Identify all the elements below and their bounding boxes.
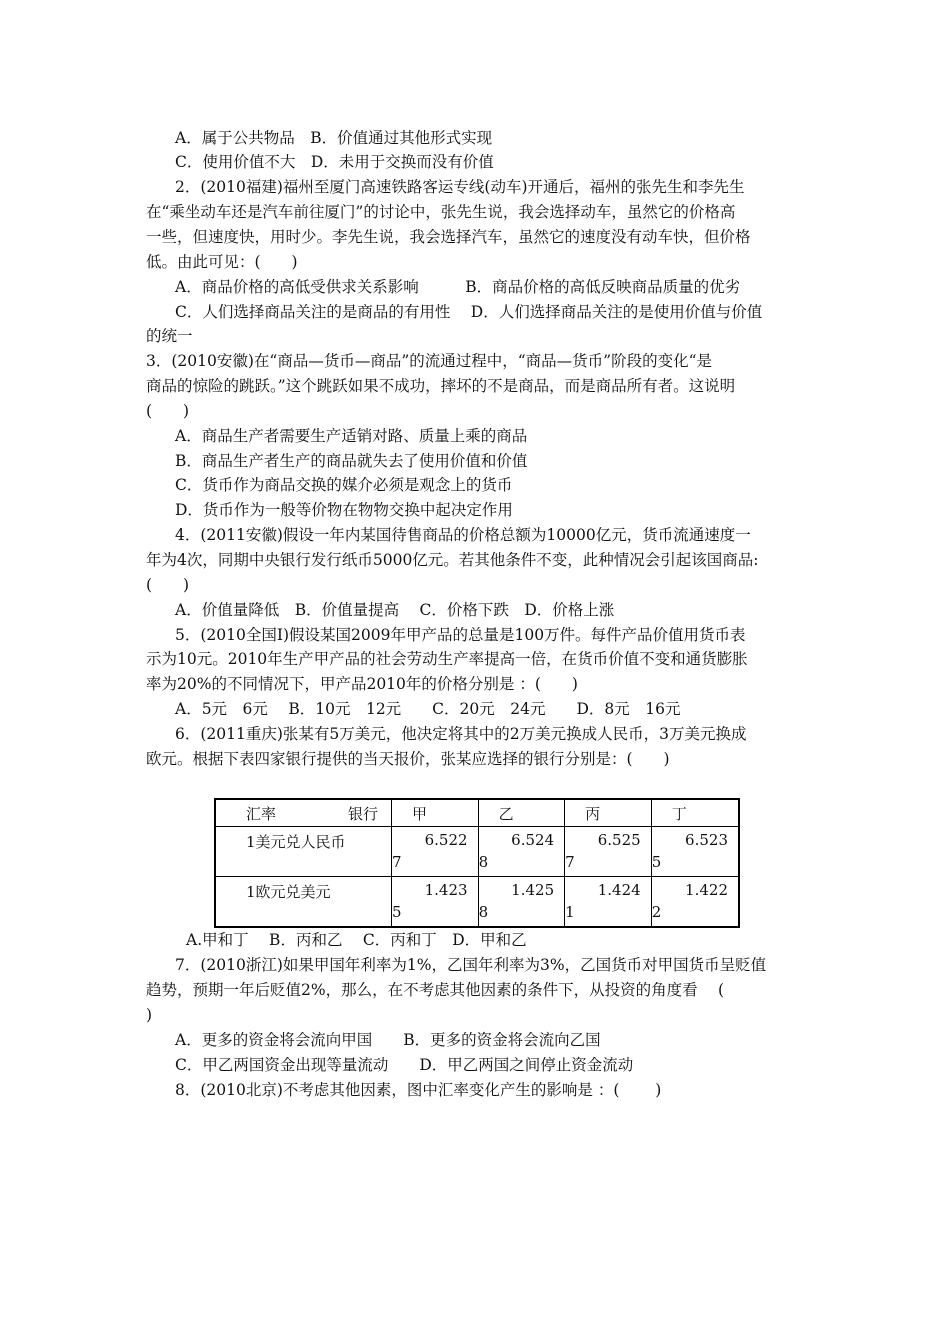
- header-rate-label: 汇率: [246, 805, 277, 823]
- q5-stem-line3: 率为20%的不同情况下，甲产品2010年的价格分别是 ：( ): [146, 675, 578, 693]
- q4-stem-line2: 年为4次，同期中央银行发行纸币5000亿元。若其他条件不变，此种情况会引起该国商品:: [146, 551, 759, 569]
- q3-option-c: C．货币作为商品交换的媒介必须是观念上的货币: [175, 476, 513, 494]
- q5-options: A．5元 6元 B．10元 12元 C．20元 24元 D．8元 16元: [175, 700, 681, 718]
- table-cell: 6.524 8: [478, 827, 565, 877]
- exchange-rate-table: [214, 798, 740, 928]
- table-cell: 1.425 8: [478, 877, 565, 928]
- row-label: 1欧元兑美元: [215, 877, 392, 928]
- q4-stem-line3: ( ): [146, 576, 190, 594]
- table-header-row: [215, 799, 739, 827]
- row-label: 1美元兑人民币: [215, 827, 392, 877]
- table-row-usd-cny: [215, 827, 739, 877]
- q1-options-cd: C．使用价值不大 D．未用于交换而没有价值: [175, 153, 494, 171]
- q3-option-d: D．货币作为一般等价物在物物交换中起决定作用: [175, 501, 513, 519]
- q7-options-cd: C．甲乙两国资金出现等量流动 D．甲乙两国之间停止资金流动: [175, 1056, 634, 1074]
- q2-stem-line3: 一些，但速度快，用时少。李先生说，我会选择汽车，虽然它的速度没有动车快，但价格: [146, 228, 751, 246]
- q7-options-ab: A．更多的资金将会流向甲国 B．更多的资金将会流向乙国: [175, 1031, 601, 1049]
- table-cell: 1.422 2: [651, 877, 739, 928]
- q2-stem-line4: 低。由此可见：( ): [146, 253, 298, 271]
- q3-option-a: A．商品生产者需要生产适销对路、质量上乘的商品: [175, 427, 528, 445]
- q7-stem-line3: ): [146, 1006, 153, 1024]
- q2-options-ab: A．商品价格的高低受供求关系影响 B．商品价格的高低反映商品质量的优劣: [175, 278, 741, 296]
- q3-stem-line2: 商品的惊险的跳跃。”这个跳跃如果不成功，摔坏的不是商品，而是商品所有者。这说明: [146, 377, 736, 395]
- table-header-corner: [215, 799, 392, 827]
- header-bank-3: 丁: [651, 799, 739, 827]
- q6-stem-line1: 6．(2011重庆)张某有5万美元，他决定将其中的2万美元换成人民币，3万美元换成: [175, 725, 747, 743]
- q6-stem-line2: 欧元。根据下表四家银行提供的当天报价，张某应选择的银行分别是：( ): [146, 750, 670, 768]
- q7-stem-line1: 7．(2010浙江)如果甲国年利率为1%，乙国年利率为3%，乙国货币对甲国货币呈贬值: [175, 956, 767, 974]
- table-cell: 6.525 7: [565, 827, 652, 877]
- table-cell: 6.522 7: [392, 827, 479, 877]
- q6-options: A.甲和丁 B．丙和乙 C．丙和丁 D．甲和乙: [186, 931, 527, 949]
- header-bank-1: 乙: [478, 799, 565, 827]
- table-cell: 1.423 5: [392, 877, 479, 928]
- q5-stem-line1: 5．(2010全国Ⅰ)假设某国2009年甲产品的总量是100万件。每件产品价值用货币表: [175, 626, 746, 644]
- table-cell: 6.523 5: [651, 827, 739, 877]
- q2-stem-line1: 2．(2010福建)福州至厦门高速铁路客运专线(动车)开通后，福州的张先生和李先生: [175, 178, 745, 196]
- q2-options-cd: C．人们选择商品关注的是商品的有用性 D．人们选择商品关注的是使用价值与价值: [175, 303, 763, 321]
- q5-stem-line2: 示为10元。2010年生产甲产品的社会劳动生产率提高一倍，在货币价值不变和通货膨胀: [146, 650, 748, 668]
- q2-options-cd-cont: 的统一: [146, 327, 193, 345]
- q1-options-ab: A．属于公共物品 B．价值通过其他形式实现: [175, 129, 493, 147]
- q8-stem-line1: 8．(2010北京)不考虑其他因素，图中汇率变化产生的影响是 ：( ): [175, 1081, 662, 1099]
- q7-stem-line2: 趋势，预期一年后贬值2%，那么，在不考虑其他因素的条件下，从投资的角度看 (: [146, 981, 725, 999]
- header-bank-2: 丙: [565, 799, 652, 827]
- q3-stem-line1: 3．(2010安徽)在“商品—货币—商品”的流通过程中，“商品—货币”阶段的变化“是: [146, 352, 713, 370]
- header-bank-label: 银行: [348, 805, 379, 823]
- header-bank-0: 甲: [392, 799, 479, 827]
- table-row-eur-usd: [215, 877, 739, 928]
- q4-options: A．价值量降低 B．价值量提高 C．价格下跌 D．价格上涨: [175, 601, 615, 619]
- q3-option-b: B．商品生产者生产的商品就失去了使用价值和价值: [175, 452, 528, 470]
- q3-stem-line3: ( ): [146, 402, 190, 420]
- table-cell: 1.424 1: [565, 877, 652, 928]
- q4-stem-line1: 4．(2011安徽)假设一年内某国待售商品的价格总额为10000亿元，货币流通速度一: [175, 526, 751, 544]
- q2-stem-line2: 在“乘坐动车还是汽车前往厦门”的讨论中，张先生说，我会选择动车，虽然它的价格高: [146, 203, 736, 221]
